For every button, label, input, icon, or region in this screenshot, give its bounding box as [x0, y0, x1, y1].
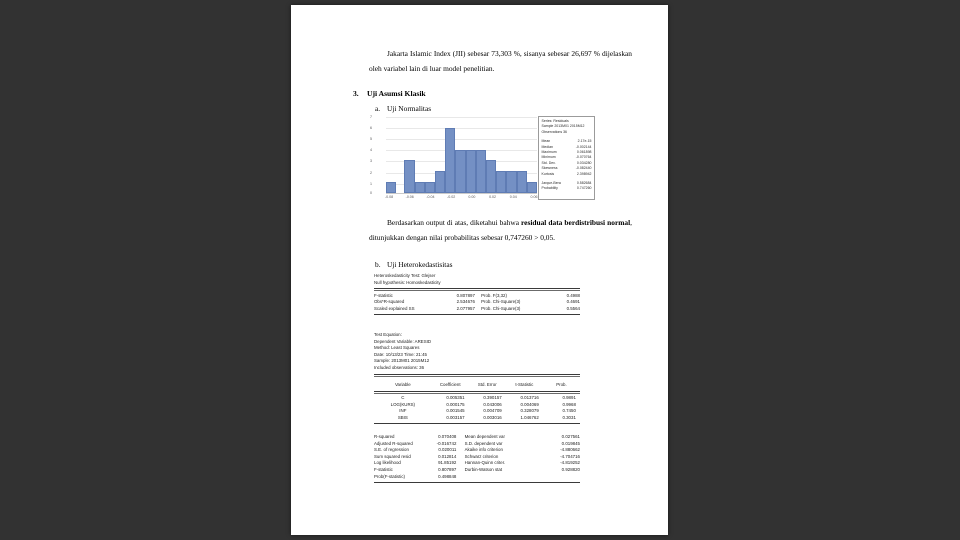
het-table-row — [374, 306, 580, 313]
stat-key: Std. Dev. — [541, 160, 556, 165]
summary-label: Mean dependent var — [464, 434, 505, 439]
summary-value: 0.012814 — [438, 453, 457, 459]
summary-label: Akaike info criterion — [464, 447, 503, 453]
het-prob-label: Prob. Chi-Square(3) — [481, 299, 521, 305]
coef-value: 0.9968 — [562, 401, 576, 407]
het-title-line-2: Null hypothesis: Homoskedasticity — [374, 279, 441, 285]
stat-key: Median — [541, 144, 553, 149]
subsection-b-title: Uji Heterokedastisitas — [387, 260, 453, 269]
summary-table-row — [374, 460, 580, 467]
histogram-bars — [386, 117, 537, 193]
coefficients-table — [374, 382, 580, 389]
coef-rule-bottom — [374, 423, 580, 424]
het-table-row — [374, 293, 580, 300]
het-rule-top — [374, 288, 580, 291]
coef-variable: C — [401, 395, 405, 401]
coefficients-output — [374, 382, 580, 426]
stat-value: 2.17e-15 — [577, 139, 592, 144]
summary-label: Schwarz criterion — [464, 453, 499, 459]
heteroskedasticity-output — [374, 273, 580, 317]
summary-value: 0.807897 — [438, 466, 457, 472]
histogram-bar — [415, 182, 425, 193]
histogram-bar — [496, 171, 506, 193]
coef-value: 0.390157 — [483, 395, 502, 401]
test-equation-line: Dependent Variable: ARESID — [374, 338, 432, 344]
coef-table-row — [374, 408, 580, 415]
stats-observations-line: Observations 36 — [541, 129, 567, 134]
test-equation-output — [374, 332, 580, 378]
het-table — [374, 293, 580, 313]
y-tick-0: 0 — [370, 191, 372, 195]
summary-label: S.E. of regression — [374, 447, 409, 453]
histogram-bar — [517, 171, 527, 193]
coef-value: 0.043006 — [483, 401, 502, 407]
coef-header-cell: Coefficient — [439, 382, 461, 387]
coef-value: 0.000175 — [446, 401, 465, 407]
stat-row — [542, 186, 592, 191]
subsection-b-marker: b. — [375, 260, 381, 269]
x-tick-label: -0.02 — [447, 195, 456, 199]
stats-sample-line: Sample 2013M01 2015M12 — [541, 124, 585, 129]
x-tick-label: -0.04 — [426, 195, 435, 199]
stat-value: 0.061898 — [576, 150, 592, 155]
test-equation-line: Included observations: 36 — [374, 364, 425, 370]
x-tick-label: 0.04 — [509, 195, 517, 199]
test-equation-line: Method: Least Squares — [374, 345, 420, 351]
test-equation-line: Test Equation: — [374, 332, 402, 337]
summary-label: Adjusted R-squared — [374, 440, 413, 446]
summary-value: 0.070408 — [438, 434, 457, 439]
summary-label — [465, 474, 535, 481]
summary-value: 0.027561 — [561, 434, 580, 439]
histogram-bar — [527, 182, 537, 193]
stat-key: Mean — [541, 139, 551, 144]
stat-value: -0.002144 — [575, 144, 592, 149]
het-value: 2.534676 — [456, 299, 475, 305]
het-label: F-statistic — [374, 292, 393, 298]
histogram-bar — [386, 182, 396, 193]
summary-table — [374, 434, 580, 480]
stat-key: Skewness — [541, 166, 558, 171]
het-prob-label: Prob. F(3,32) — [481, 292, 507, 298]
histogram-bar — [455, 150, 465, 193]
coef-value: 0.9891 — [562, 395, 576, 401]
histogram-bar — [425, 182, 435, 193]
coef-value: 0.013716 — [520, 395, 539, 401]
summary-table-row — [374, 474, 580, 481]
stat-value: -0.070764 — [575, 155, 592, 160]
coef-variable: INF — [399, 408, 407, 414]
summary-label: Hannan-Quinn criter. — [464, 460, 506, 466]
het-value: 0.807897 — [456, 292, 475, 298]
subsection-a-title: Uji Normalitas — [387, 104, 432, 113]
summary-label: S.D. dependent var — [464, 440, 503, 446]
coef-value: 0.001545 — [446, 408, 465, 414]
summary-label: Durbin-Watson stat — [464, 466, 503, 472]
x-tick-label: 0.00 — [468, 195, 476, 199]
stat-value: -0.082440 — [575, 166, 592, 171]
summary-label: Prob(F-statistic) — [374, 473, 405, 479]
histogram-bar — [435, 171, 445, 193]
stat-key: Probability — [541, 186, 558, 191]
het-rule-bottom — [374, 314, 580, 315]
coef-variable: LOG(KURS) — [390, 401, 416, 407]
summary-value: 0.020011 — [438, 447, 457, 453]
eq-rule-bottom — [374, 374, 580, 377]
summary-value: -4.880662 — [560, 447, 580, 453]
summary-label: Sum squared resid — [374, 453, 411, 459]
coef-value: 0.3031 — [562, 414, 576, 420]
histogram-bar — [466, 150, 476, 193]
stats-test-rows — [542, 181, 592, 192]
summary-value: -4.704716 — [560, 453, 580, 459]
stat-value: 0.582684 — [576, 181, 592, 186]
section-number: 3. — [353, 89, 359, 98]
stats-descriptive-rows — [542, 139, 592, 177]
histogram-bar — [486, 160, 496, 193]
normality-stats-box — [538, 116, 595, 200]
coef-table-row — [374, 402, 580, 409]
summary-label: F-statistic — [374, 466, 393, 472]
coefficients-header-row — [374, 382, 580, 389]
coef-value: 0.004709 — [483, 408, 502, 414]
x-tick-label: -0.06 — [405, 195, 414, 199]
coefficients-body-table — [374, 395, 580, 421]
coef-rule-mid — [374, 391, 580, 394]
y-tick-4: 4 — [370, 148, 372, 153]
coef-table-row — [374, 395, 580, 402]
histogram-bar — [445, 128, 455, 193]
stat-value: 2.398942 — [576, 171, 592, 176]
stat-key: Maximum — [541, 150, 557, 155]
summary-value: -4.819252 — [560, 460, 580, 466]
summary-table-row — [374, 447, 580, 454]
coef-header-cell: t-Statistic — [515, 382, 534, 387]
histogram-plot-area — [370, 115, 538, 203]
coef-value: 0.005351 — [446, 395, 465, 401]
het-prob-value: 0.4691 — [566, 299, 580, 305]
summary-value: 91.85192 — [438, 460, 457, 466]
y-tick-5: 5 — [370, 137, 372, 142]
summary-value: 0.019845 — [561, 440, 580, 446]
stat-value: 0.034280 — [576, 160, 592, 165]
coef-variable: SBIS — [397, 414, 408, 420]
summary-table-row — [374, 441, 580, 448]
paragraph-normality-conclusion — [369, 216, 632, 245]
stat-key: Minimum — [541, 155, 556, 160]
y-tick-3: 3 — [370, 159, 372, 164]
stats-series-line: Series: Residuals — [541, 119, 569, 123]
conclusion-text-part2: , ditunjukkan dengan nilai probabilitas sebesar 0,747260 > 0,05. — [369, 218, 632, 242]
summary-value: -0.016742 — [436, 440, 457, 446]
summary-label: Log likelihood — [374, 460, 401, 466]
histogram-x-axis — [386, 194, 537, 203]
coef-header-cell: Prob. — [556, 382, 567, 387]
subsection-a-marker: a. — [375, 104, 381, 113]
summary-table-row — [374, 434, 580, 441]
coef-value: 0.328079 — [520, 408, 539, 414]
test-equation-line: Sample: 2013M01 2015M12 — [374, 358, 430, 364]
y-tick-7: 7 — [370, 115, 372, 119]
coef-value: 0.7450 — [562, 408, 576, 414]
test-equation-line: Date: 10/13/23 Time: 21:45 — [374, 351, 427, 357]
normality-histogram-figure — [370, 115, 596, 203]
het-title-line-1: Heteroskedasticity Test: Glejser — [374, 273, 436, 278]
summary-label: R-squared — [374, 434, 395, 439]
conclusion-bold-phrase: residual data berdistribusi normal — [521, 218, 631, 227]
x-tick-label: -0.08 — [384, 195, 394, 199]
het-label: Scaled explained SS — [374, 305, 415, 311]
conclusion-text-part1: Berdasarkan output di atas, diketahui bahwa — [387, 218, 522, 227]
coef-table-row — [374, 415, 580, 422]
het-value: 2.077957 — [456, 305, 475, 311]
section-title: Uji Asumsi Klasik — [367, 89, 426, 98]
paragraph-intro — [369, 47, 632, 76]
het-prob-value: 0.4988 — [566, 292, 580, 298]
x-tick-label: 0.02 — [489, 195, 497, 199]
y-tick-6: 6 — [370, 126, 372, 131]
document-page — [291, 5, 668, 535]
coef-header-cell: Variable — [394, 382, 411, 387]
regression-summary-output — [374, 434, 580, 485]
coef-value: 0.003157 — [446, 414, 465, 420]
coef-value: 0.004069 — [520, 401, 539, 407]
coef-header-cell: Std. Error — [477, 382, 497, 387]
summary-table-row — [374, 467, 580, 474]
het-table-row — [374, 299, 580, 306]
het-prob-label: Prob. Chi-Square(3) — [481, 305, 521, 311]
stat-key: Jarque-Bera — [541, 181, 561, 186]
test-equation-lines — [374, 332, 580, 372]
coef-value: 0.003016 — [483, 414, 502, 420]
x-tick-label: 0.06 — [530, 195, 538, 199]
stat-value: 0.747260 — [576, 186, 592, 191]
y-tick-1: 1 — [370, 181, 372, 186]
het-prob-value: 0.5564 — [566, 305, 580, 311]
histogram-bar — [476, 150, 486, 193]
summary-rule-bottom — [374, 482, 580, 483]
paragraph-intro-text: Jakarta Islamic Index (JII) sebesar 73,303 %, sisanya sebesar 26,697 % dijelaskan oleh variabel lain di luar model penelitian. — [369, 49, 632, 73]
summary-table-row — [374, 454, 580, 461]
y-tick-2: 2 — [370, 170, 372, 175]
summary-value: 0.928820 — [561, 466, 580, 472]
histogram-bar — [506, 171, 516, 193]
het-label: Obs*R-squared — [374, 299, 405, 305]
summary-value — [535, 474, 580, 481]
histogram-bar — [404, 160, 414, 193]
summary-value: 0.498848 — [438, 473, 457, 479]
stat-key: Kurtosis — [541, 171, 555, 176]
coef-value: 1.046762 — [520, 414, 539, 420]
